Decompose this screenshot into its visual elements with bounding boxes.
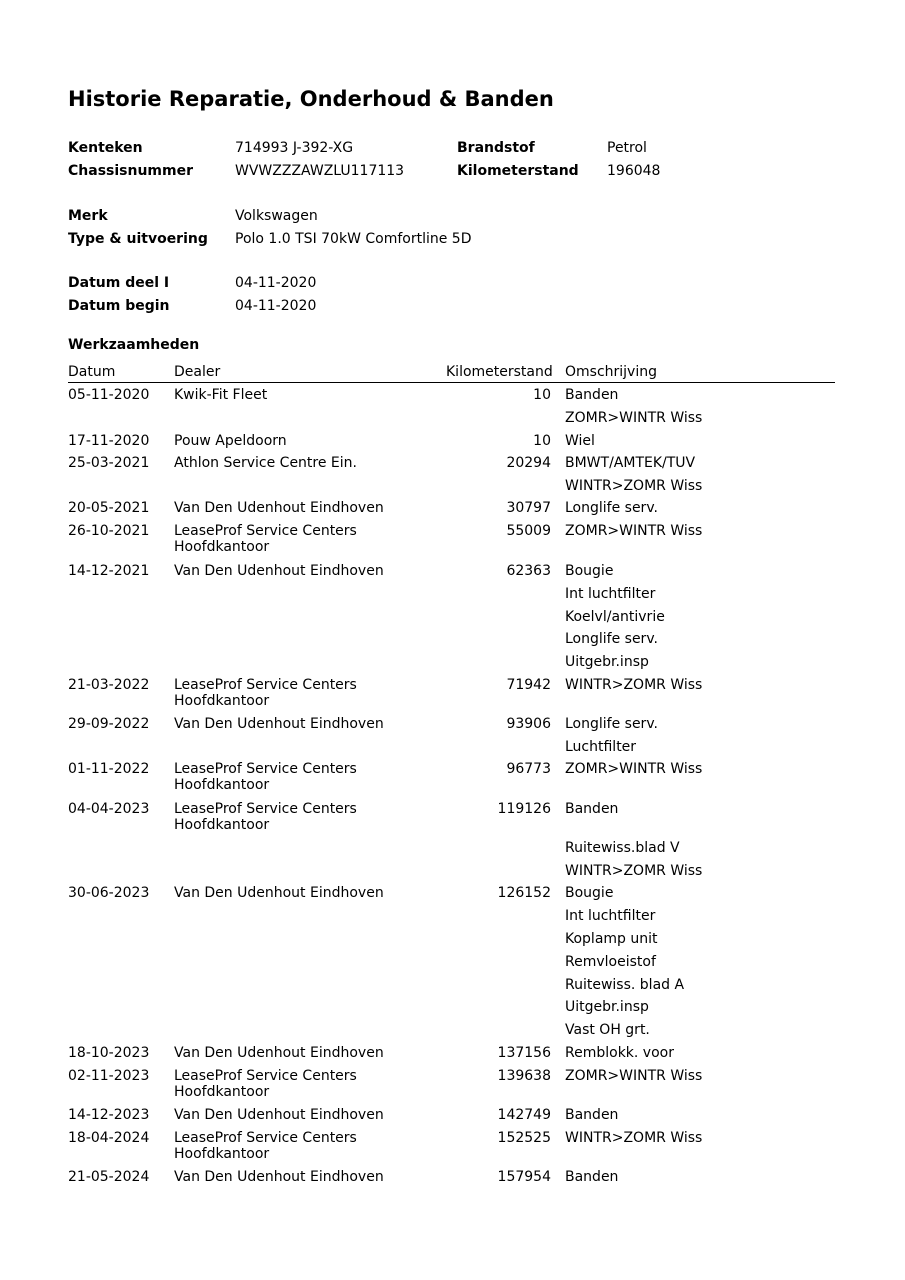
type-value: Polo 1.0 TSI 70kW Comfortline 5D <box>235 231 472 247</box>
cell-omschrijving: Banden <box>565 1169 619 1185</box>
cell-datum: 18-10-2023 <box>68 1045 150 1061</box>
cell-omschrijving: Longlife serv. <box>565 631 658 647</box>
cell-datum: 20-05-2021 <box>68 500 150 516</box>
cell-omschrijving: Ruitewiss.blad V <box>565 840 680 856</box>
brandstof-label: Brandstof <box>457 140 535 156</box>
cell-omschrijving: Bougie <box>565 885 614 901</box>
cell-dealer: Van Den Udenhout Eindhoven <box>174 1169 384 1185</box>
cell-datum: 04-04-2023 <box>68 801 150 817</box>
cell-omschrijving: ZOMR>WINTR Wiss <box>565 1068 703 1084</box>
cell-datum: 26-10-2021 <box>68 523 150 539</box>
cell-dealer: LeaseProf Service Centers <box>174 761 357 777</box>
cell-omschrijving: Uitgebr.insp <box>565 999 649 1015</box>
brandstof-value: Petrol <box>607 140 647 156</box>
cell-omschrijving: Banden <box>565 1107 619 1123</box>
cell-kilometerstand: 10 <box>533 433 551 449</box>
cell-kilometerstand: 119126 <box>497 801 551 817</box>
header-kilometerstand: Kilometerstand <box>446 364 553 380</box>
cell-dealer-line2: Hoofdkantoor <box>174 1146 270 1162</box>
cell-omschrijving: Remblokk. voor <box>565 1045 674 1061</box>
kenteken-label: Kenteken <box>68 140 143 156</box>
cell-dealer-line2: Hoofdkantoor <box>174 817 270 833</box>
cell-datum: 01-11-2022 <box>68 761 150 777</box>
header-dealer: Dealer <box>174 364 221 380</box>
km-label: Kilometerstand <box>457 163 579 179</box>
cell-kilometerstand: 20294 <box>506 455 551 471</box>
datum-deel-value: 04-11-2020 <box>235 275 317 291</box>
cell-kilometerstand: 139638 <box>497 1068 551 1084</box>
datum-begin-label: Datum begin <box>68 298 170 314</box>
cell-dealer-line2: Hoofdkantoor <box>174 693 270 709</box>
merk-value: Volkswagen <box>235 208 318 224</box>
header-datum: Datum <box>68 364 116 380</box>
cell-omschrijving: ZOMR>WINTR Wiss <box>565 761 703 777</box>
cell-kilometerstand: 30797 <box>506 500 551 516</box>
cell-kilometerstand: 55009 <box>506 523 551 539</box>
cell-dealer-line2: Hoofdkantoor <box>174 1084 270 1100</box>
cell-omschrijving: Bougie <box>565 563 614 579</box>
cell-datum: 18-04-2024 <box>68 1130 150 1146</box>
cell-datum: 05-11-2020 <box>68 387 150 403</box>
cell-kilometerstand: 71942 <box>506 677 551 693</box>
cell-kilometerstand: 157954 <box>497 1169 551 1185</box>
cell-dealer-line2: Hoofdkantoor <box>174 777 270 793</box>
cell-dealer: Van Den Udenhout Eindhoven <box>174 563 384 579</box>
cell-datum: 25-03-2021 <box>68 455 150 471</box>
cell-kilometerstand: 152525 <box>497 1130 551 1146</box>
cell-kilometerstand: 142749 <box>497 1107 551 1123</box>
merk-label: Merk <box>68 208 108 224</box>
cell-kilometerstand: 62363 <box>506 563 551 579</box>
cell-kilometerstand: 137156 <box>497 1045 551 1061</box>
cell-dealer: Van Den Udenhout Eindhoven <box>174 1107 384 1123</box>
cell-dealer: Van Den Udenhout Eindhoven <box>174 1045 384 1061</box>
cell-datum: 14-12-2023 <box>68 1107 150 1123</box>
cell-datum: 29-09-2022 <box>68 716 150 732</box>
kenteken-value: 714993 J-392-XG <box>235 140 354 156</box>
cell-dealer: LeaseProf Service Centers <box>174 677 357 693</box>
cell-dealer: Van Den Udenhout Eindhoven <box>174 716 384 732</box>
cell-dealer: LeaseProf Service Centers <box>174 801 357 817</box>
cell-omschrijving: Koelvl/antivrie <box>565 609 665 625</box>
cell-omschrijving: Remvloeistof <box>565 954 656 970</box>
type-label: Type & uitvoering <box>68 231 208 247</box>
cell-dealer: LeaseProf Service Centers <box>174 1130 357 1146</box>
cell-datum: 14-12-2021 <box>68 563 150 579</box>
cell-dealer: Kwik-Fit Fleet <box>174 387 268 403</box>
cell-dealer-line2: Hoofdkantoor <box>174 539 270 555</box>
header-omschrijving: Omschrijving <box>565 364 657 380</box>
table-header <box>68 362 835 383</box>
cell-omschrijving: ZOMR>WINTR Wiss <box>565 410 703 426</box>
km-value: 196048 <box>607 163 661 179</box>
cell-dealer: Pouw Apeldoorn <box>174 433 287 449</box>
cell-kilometerstand: 96773 <box>506 761 551 777</box>
cell-omschrijving: Banden <box>565 801 619 817</box>
cell-dealer: Van Den Udenhout Eindhoven <box>174 885 384 901</box>
cell-kilometerstand: 126152 <box>497 885 551 901</box>
cell-omschrijving: WINTR>ZOMR Wiss <box>565 1130 703 1146</box>
cell-omschrijving: Uitgebr.insp <box>565 654 649 670</box>
cell-datum: 02-11-2023 <box>68 1068 150 1084</box>
cell-omschrijving: WINTR>ZOMR Wiss <box>565 863 703 879</box>
cell-omschrijving: Banden <box>565 387 619 403</box>
chassis-label: Chassisnummer <box>68 163 193 179</box>
cell-kilometerstand: 10 <box>533 387 551 403</box>
cell-datum: 21-05-2024 <box>68 1169 150 1185</box>
cell-dealer: Van Den Udenhout Eindhoven <box>174 500 384 516</box>
datum-deel-label: Datum deel I <box>68 275 170 291</box>
cell-omschrijving: Ruitewiss. blad A <box>565 977 685 993</box>
cell-omschrijving: ZOMR>WINTR Wiss <box>565 523 703 539</box>
cell-omschrijving: Int luchtfilter <box>565 586 656 602</box>
cell-omschrijving: WINTR>ZOMR Wiss <box>565 478 703 494</box>
cell-omschrijving: Wiel <box>565 433 595 449</box>
page-title: Historie Reparatie, Onderhoud & Banden <box>68 87 554 111</box>
section-title: Werkzaamheden <box>68 337 200 353</box>
cell-dealer: Athlon Service Centre Ein. <box>174 455 357 471</box>
cell-datum: 17-11-2020 <box>68 433 150 449</box>
cell-omschrijving: Vast OH grt. <box>565 1022 650 1038</box>
cell-kilometerstand: 93906 <box>506 716 551 732</box>
cell-omschrijving: WINTR>ZOMR Wiss <box>565 677 703 693</box>
cell-omschrijving: Luchtfilter <box>565 739 637 755</box>
cell-datum: 21-03-2022 <box>68 677 150 693</box>
cell-omschrijving: Int luchtfilter <box>565 908 656 924</box>
cell-omschrijving: Longlife serv. <box>565 716 658 732</box>
cell-dealer: LeaseProf Service Centers <box>174 1068 357 1084</box>
datum-begin-value: 04-11-2020 <box>235 298 317 314</box>
cell-omschrijving: BMWT/AMTEK/TUV <box>565 455 696 471</box>
cell-datum: 30-06-2023 <box>68 885 150 901</box>
cell-dealer: LeaseProf Service Centers <box>174 523 357 539</box>
chassis-value: WVWZZZAWZLU117113 <box>235 163 405 179</box>
cell-omschrijving: Koplamp unit <box>565 931 658 947</box>
cell-omschrijving: Longlife serv. <box>565 500 658 516</box>
